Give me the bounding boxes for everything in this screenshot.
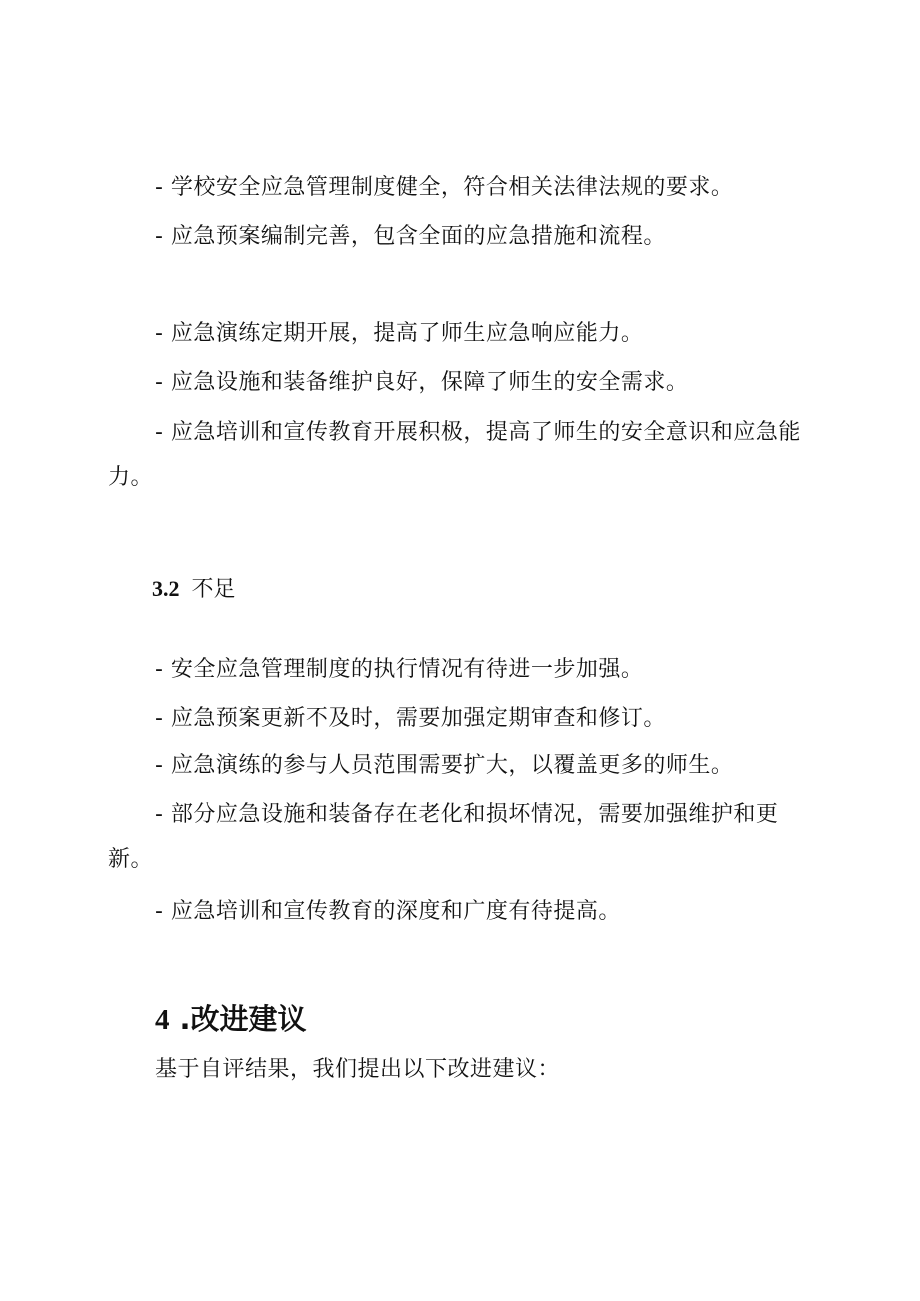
section-4-intro: 基于自评结果，我们提出以下改进建议： [155, 1057, 561, 1082]
section-number: 3.2 [152, 576, 180, 601]
weakness-item-5: - 应急培训和宣传教育的深度和广度有待提高。 [155, 899, 621, 924]
strength-item-2: - 应急预案编制完善，包含全面的应急措施和流程。 [155, 224, 666, 249]
section-number: 4 [155, 1004, 170, 1036]
section-heading-3-2 [152, 574, 236, 605]
strength-item-3: - 应急演练定期开展，提高了师生应急响应能力。 [155, 321, 644, 346]
weakness-item-3: - 应急演练的参与人员范围需要扩大，以覆盖更多的师生。 [155, 753, 734, 778]
section-title: 不足 [191, 577, 236, 602]
strength-item-5: - 应急培训和宣传教育开展积极，提高了师生的安全意识和应急能力。 [108, 420, 801, 490]
strength-item-1: - 学校安全应急管理制度健全，符合相关法律法规的要求。 [155, 175, 734, 200]
section-title: .改进建议 [179, 1002, 307, 1036]
weakness-item-1: - 安全应急管理制度的执行情况有待进一步加强。 [155, 657, 644, 682]
weakness-item-4: - 部分应急设施和装备存在老化和损坏情况，需要加强维护和更新。 [108, 802, 779, 872]
strength-item-4: - 应急设施和装备维护良好，保障了师生的安全需求。 [155, 370, 689, 395]
weakness-item-2: - 应急预案更新不及时，需要加强定期审查和修订。 [155, 706, 666, 731]
section-heading-4 [155, 1001, 307, 1038]
